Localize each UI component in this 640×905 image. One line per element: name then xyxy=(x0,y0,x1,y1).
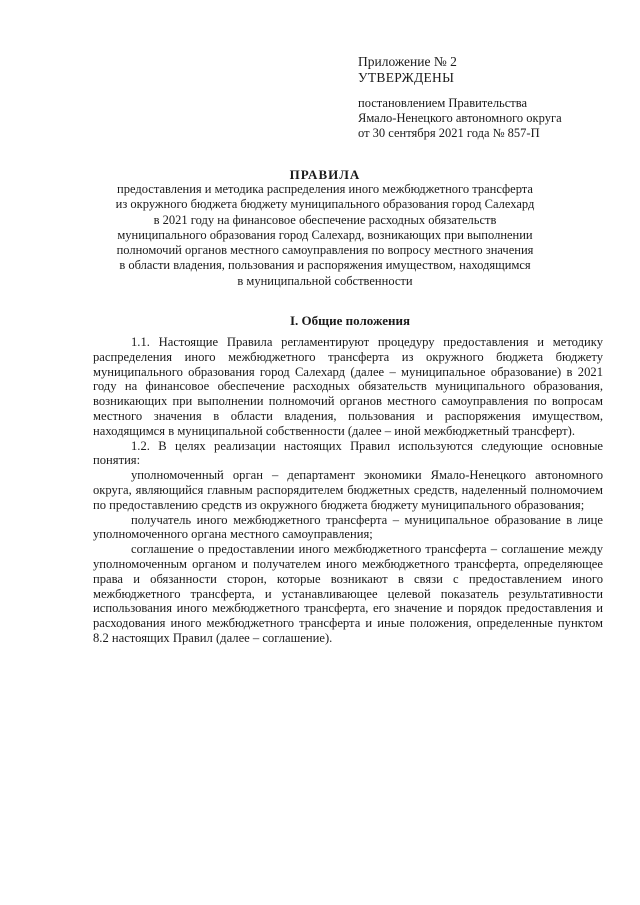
paragraph: уполномоченный орган – департамент экономики Ямало-Ненецкого автономного округа, являющийся главным распорядителем бюджетных средств, наделенный полномочием по предоставлению средств из окружного бюджета бюджету муниципального образования; xyxy=(93,468,603,512)
paragraph: 1.1. Настоящие Правила регламентируют процедуру предоставления и методику распределения иного межбюджетного трансферта из окружного бюджета бюджету муниципального образования город Салехард (далее – муниципальное образование) в 2021 году на финансовое обеспечение расходных обязательств муниципального образования, возникающих при выполнении полномочий органов местного самоуправления по вопросам местного значения в области владения, пользования и распоряжения имуществом, находящимся в муниципальной собственности (далее – иной межбюджетный трансферт). xyxy=(93,335,603,438)
subtitle-line: предоставления и методика распределения иного межбюджетного трансферта xyxy=(117,182,533,196)
resolution-reference xyxy=(358,96,628,141)
appendix-header xyxy=(358,54,618,86)
document-title-block xyxy=(90,167,560,289)
body-text xyxy=(93,335,603,646)
section-heading: I. Общие положения xyxy=(290,313,410,328)
document-title: ПРАВИЛА xyxy=(289,167,361,182)
subtitle-line: в муниципальной собственности xyxy=(237,273,413,288)
paragraph: соглашение о предоставлении иного межбюджетного трансферта – соглашение между уполномоченным органом и получателем иного межбюджетного трансферта, определяющее права и обязанности сторон, которые возникают в связи с предоставлением иного межбюджетного трансферта, и устанавливающее целевой показатель результативности использования иного межбюджетного трансферта, его значение и порядок предоставления и расходования иного межбюджетного трансферта и иные положения, определенные пунктом 8.2 настоящих Правил (далее – соглашение). xyxy=(93,542,603,645)
document-subtitle xyxy=(90,182,560,289)
paragraph: получатель иного межбюджетного трансферта – муниципальное образование в лице уполномоченного органа местного самоуправления; xyxy=(93,512,603,542)
subtitle-line: в 2021 году на финансовое обеспечение расходных обязательств xyxy=(153,212,497,227)
resolution-line: от 30 сентября 2021 года № 857-П xyxy=(358,126,540,140)
approved-label: УТВЕРЖДЕНЫ xyxy=(358,70,455,85)
resolution-line: постановлением Правительства xyxy=(358,96,528,110)
resolution-line: Ямало-Ненецкого автономного округа xyxy=(358,111,562,125)
paragraph: 1.2. В целях реализации настоящих Правил используются следующие основные понятия: xyxy=(93,438,603,468)
subtitle-line: полномочий органов местного самоуправления по вопросу местного значения xyxy=(116,243,534,258)
subtitle-line: из окружного бюджета бюджету муниципального образования город Салехард xyxy=(115,197,535,212)
subtitle-line: в области владения, пользования и распоряжения имуществом, находящимся xyxy=(119,258,531,273)
appendix-number: Приложение № 2 xyxy=(358,54,457,69)
subtitle-line: муниципального образования город Салехард, возникающих при выполнении xyxy=(117,227,533,242)
